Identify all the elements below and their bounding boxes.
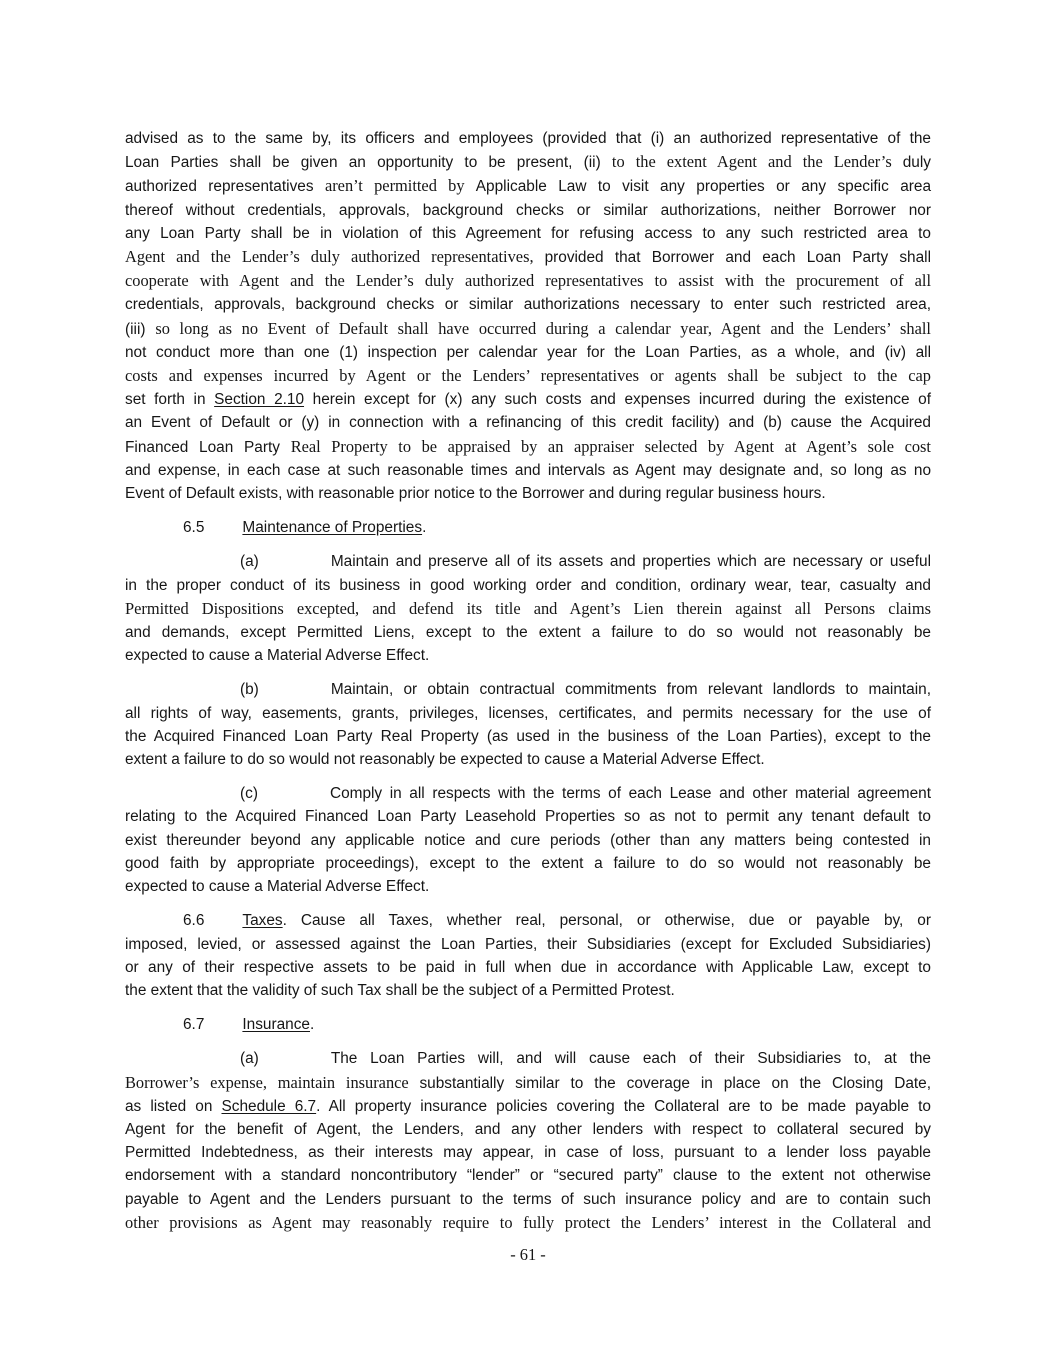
text-run: in the proper conduct of its business in good working order and condition, ordinary wear, tear, casualty and bbox=[125, 576, 931, 594]
text-run: duly bbox=[902, 154, 931, 172]
text-run: any Loan Party shall be in violation of this Agreement for refusing access to any such restricted area to bbox=[125, 224, 931, 242]
text-run: (iii) bbox=[125, 320, 156, 338]
text-run: The Loan Parties will, and will cause each of their Subsidiaries to, at the bbox=[330, 1050, 931, 1068]
text-run: payable to Agent and the Lenders pursuant to the terms of such insurance policy and are to contain such bbox=[125, 1190, 931, 1208]
text-run: provided that Borrower and each Loan Party shall bbox=[544, 249, 931, 267]
text-line bbox=[125, 678, 931, 701]
clause-6-5-c bbox=[125, 782, 931, 898]
tab-indent bbox=[125, 531, 183, 532]
text-line bbox=[125, 805, 931, 828]
text-run: (a) bbox=[240, 553, 259, 571]
text-line bbox=[125, 644, 931, 667]
tab-indent bbox=[125, 565, 240, 566]
text-run: (a) bbox=[240, 1050, 259, 1068]
heading-6-5-title: Maintenance of Properties bbox=[242, 519, 423, 537]
text-run: extent a failure to do so would not reasonably be expected to cause a Material Adverse Effect. bbox=[125, 751, 765, 769]
tab-indent bbox=[125, 924, 183, 925]
text-run: an Event of Default or (y) in connection with a refinancing of this credit facility) and (b) cause the Acquired bbox=[125, 414, 931, 432]
text-run: Agent for the benefit of Agent, the Lenders, and any other lenders with respect to collateral secured by bbox=[125, 1120, 931, 1138]
text-run: expected to cause a Material Adverse Effect. bbox=[125, 647, 430, 665]
text-line bbox=[125, 459, 931, 482]
text-run: endorsement with a standard noncontributory “lender” or “secured party” clause to the extent not otherwise bbox=[125, 1167, 931, 1185]
heading-6-6-title: Taxes bbox=[242, 912, 283, 930]
document-text bbox=[125, 127, 931, 1266]
text-line bbox=[125, 341, 931, 364]
text-line bbox=[125, 364, 931, 388]
tab-indent bbox=[204, 1028, 242, 1029]
text-line bbox=[125, 174, 931, 198]
tab-indent bbox=[258, 797, 330, 798]
text-line bbox=[125, 1047, 931, 1070]
text-run: . Cause all Taxes, whether real, personal, or otherwise, due or payable by, or bbox=[282, 912, 931, 930]
text-run: relating to the Acquired Financed Loan Party Leasehold Properties so as not to permit any tenant default to bbox=[125, 808, 931, 826]
text-run: so long as no Event of Default shall have occurred during a calendar year, Agent and the Lenders’ shall bbox=[155, 318, 931, 338]
text-run: not conduct more than one (1) inspection per calendar year for the Loan Parties, as a whole, and (iv) all bbox=[125, 343, 931, 361]
text-line bbox=[125, 782, 931, 805]
text-run: imposed, levied, or assessed against the Loan Parties, their Subsidiaries (except for Excluded Subsidiaries) bbox=[125, 935, 931, 953]
text-run: Maintain and preserve all of its assets and properties which are necessary or useful bbox=[330, 553, 931, 571]
text-run: Borrower’s expense, maintain insurance bbox=[125, 1072, 420, 1092]
text-run: expected to cause a Material Adverse Effect. bbox=[125, 878, 430, 896]
tab-indent bbox=[204, 531, 242, 532]
text-line bbox=[125, 748, 931, 771]
text-run: Permitted Dispositions excepted, and defend its title and Agent’s Lien therein against all Persons claims bbox=[125, 598, 931, 618]
text-line bbox=[125, 1164, 931, 1187]
text-run: . bbox=[422, 519, 427, 537]
text-run: Maintain, or obtain contractual commitments from relevant landlords to maintain, bbox=[330, 681, 931, 699]
text-line bbox=[125, 621, 931, 644]
text-line bbox=[125, 150, 931, 174]
text-run: cooperate with Agent and the Lender’s duly authorized representatives to assist with the procurement of all bbox=[125, 271, 931, 291]
text-run: good faith by appropriate proceedings), except to the extent a failure to do so would not reasonably be bbox=[125, 854, 931, 872]
text-line bbox=[125, 1211, 931, 1235]
text-run: all rights of way, easements, grants, privileges, licenses, certificates, and permits necessary for the use of bbox=[125, 704, 931, 722]
text-run: 6.7 bbox=[183, 1016, 205, 1034]
text-line bbox=[125, 550, 931, 573]
text-line bbox=[125, 388, 931, 411]
text-line bbox=[125, 725, 931, 748]
text-line bbox=[125, 1118, 931, 1141]
text-run: herein except for (x) any such costs and expenses incurred during the existence of bbox=[304, 391, 931, 409]
text-line bbox=[125, 702, 931, 725]
text-line bbox=[125, 516, 931, 539]
text-run: authorized representatives bbox=[125, 178, 325, 196]
text-line bbox=[125, 875, 931, 898]
text-run: Real Property to be appraised by an appraiser selected by Agent at Agent’s sole cost bbox=[290, 436, 931, 456]
text-run: Applicable Law to visit any properties or any specific area bbox=[475, 178, 931, 196]
text-run: aren’t permitted by bbox=[324, 176, 476, 196]
text-line bbox=[125, 293, 931, 316]
tab-indent bbox=[125, 1028, 183, 1029]
text-run: or any of their respective assets to be paid in full when due in accordance with Applicable Law, except to bbox=[125, 958, 931, 976]
section-2-10-reference: Section 2.10 bbox=[214, 391, 305, 409]
text-line bbox=[125, 482, 931, 505]
text-run: other provisions as Agent may reasonably require to fully protect the Lenders’ interest in the Collateral and bbox=[125, 1212, 931, 1232]
text-run: and demands, except Permitted Liens, except to the extent a failure to do so would not reasonably be bbox=[125, 624, 931, 642]
text-line bbox=[125, 317, 931, 341]
text-line bbox=[125, 1071, 931, 1095]
text-line bbox=[125, 1141, 931, 1164]
section-6-5-heading bbox=[125, 516, 931, 539]
clause-6-5-b bbox=[125, 678, 931, 771]
text-run: exist thereunder beyond any applicable notice and cure periods (other than any matters being contested in bbox=[125, 831, 931, 849]
text-run: (c) bbox=[240, 785, 258, 803]
tab-indent bbox=[259, 693, 331, 694]
text-run: to the extent Agent and the Lender’s bbox=[611, 152, 903, 172]
text-line bbox=[125, 829, 931, 852]
text-run: credentials, approvals, background checks or similar authorizations necessary to enter such restricted area, bbox=[125, 296, 931, 314]
text-line bbox=[125, 933, 931, 956]
text-line bbox=[125, 222, 931, 245]
page-number: - 61 - bbox=[510, 1244, 546, 1264]
text-run: Loan Parties shall be given an opportunity to be present, (ii) bbox=[125, 154, 612, 172]
text-run: Agent and the Lender’s duly authorized representatives, bbox=[125, 247, 545, 267]
text-run: substantially similar to the coverage in place on the Closing Date, bbox=[419, 1074, 932, 1092]
clause-6-5-a bbox=[125, 550, 931, 667]
heading-6-7-title: Insurance bbox=[242, 1016, 310, 1034]
text-run: (b) bbox=[240, 681, 259, 699]
text-run: . bbox=[310, 1016, 315, 1034]
text-line bbox=[125, 852, 931, 875]
text-run: 6.5 bbox=[183, 519, 205, 537]
text-run: advised as to the same by, its officers and employees (provided that (i) an authorized representative of the bbox=[125, 130, 931, 147]
text-run: set forth in bbox=[125, 391, 215, 409]
text-run: costs and expenses incurred by Agent or the Lenders’ representatives or agents shall be subject to the cap bbox=[125, 366, 931, 386]
text-line bbox=[125, 956, 931, 979]
text-run: thereof without credentials, approvals, background checks or similar authorizations, neither Borrower nor bbox=[125, 201, 931, 219]
text-line bbox=[125, 269, 931, 293]
text-run: Event of Default exists, with reasonable prior notice to the Borrower and during regular business hours. bbox=[125, 485, 826, 503]
text-line bbox=[125, 979, 931, 1002]
text-line bbox=[125, 1188, 931, 1211]
clause-6-7-a bbox=[125, 1047, 931, 1235]
text-line bbox=[125, 909, 931, 932]
tab-indent bbox=[125, 797, 240, 798]
text-run: and expense, in each case at such reasonable times and intervals as Agent may designate and, so long as no bbox=[125, 461, 931, 479]
tab-indent bbox=[125, 693, 240, 694]
text-line bbox=[125, 199, 931, 222]
text-run: Financed Loan Party bbox=[125, 438, 291, 456]
text-line bbox=[125, 597, 931, 621]
tab-indent bbox=[125, 1062, 240, 1063]
text-run: as listed on bbox=[125, 1097, 222, 1115]
tab-indent bbox=[259, 1062, 331, 1063]
text-line bbox=[125, 245, 931, 269]
text-run: 6.6 bbox=[183, 912, 205, 930]
text-run: Comply in all respects with the terms of each Lease and other material agreement bbox=[329, 785, 931, 803]
text-line bbox=[125, 435, 931, 459]
section-6-7-heading bbox=[125, 1013, 931, 1036]
text-line bbox=[125, 574, 931, 597]
text-run: . All property insurance policies covering the Collateral are to be made payable to bbox=[316, 1097, 931, 1115]
text-line bbox=[125, 1095, 931, 1118]
tab-indent bbox=[204, 924, 242, 925]
text-line bbox=[125, 127, 931, 150]
text-line bbox=[125, 1013, 931, 1036]
section-6-6-taxes bbox=[125, 909, 931, 1002]
text-run: the Acquired Financed Loan Party Real Property (as used in the business of the Loan Parties), except to the bbox=[125, 727, 931, 745]
tab-indent bbox=[259, 565, 331, 566]
text-run: Permitted Indebtedness, as their interests may appear, in case of loss, pursuant to a lender loss payable bbox=[125, 1144, 931, 1162]
schedule-6-7-reference: Schedule 6.7 bbox=[221, 1097, 317, 1115]
text-run: the extent that the validity of such Tax shall be the subject of a Permitted Protest. bbox=[125, 981, 675, 999]
text-line bbox=[125, 411, 931, 434]
continuation-paragraph-inspections bbox=[125, 127, 931, 505]
